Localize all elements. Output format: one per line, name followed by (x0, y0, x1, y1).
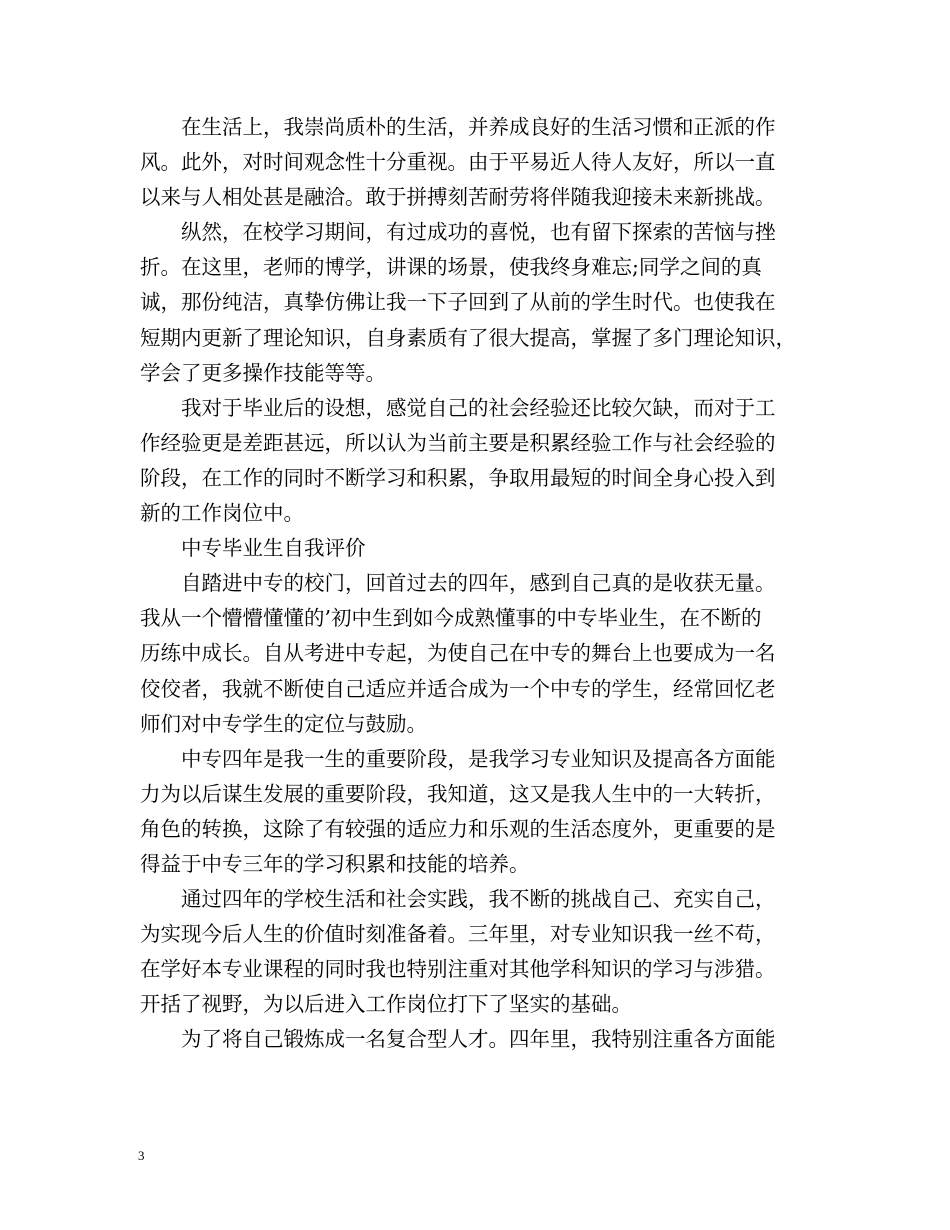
page-number: 3 (138, 1148, 145, 1163)
text-line: 纵然，在校学习期间，有过成功的喜悦，也有留下探索的苦恼与挫 (181, 220, 776, 245)
text-line: 师们对中专学生的定位与鼓励。 (140, 711, 427, 736)
document-body (140, 110, 820, 1058)
text-line: 通过四年的学校生活和社会实践，我不断的挑战自己、充实自己， (181, 887, 776, 912)
text-line: 以来与人相处甚是融洽。敢于拼搏刻苦耐劳将伴随我迎接未来新挑战。 (140, 185, 776, 210)
text-line: 诚，那份纯洁，真挚仿佛让我一下子回到了从前的学生时代。也使我在 (140, 290, 776, 315)
text-line: 为了将自己锻炼成一名复合型人才。四年里，我特别注重各方面能 (181, 1027, 776, 1052)
text-line: 短期内更新了理论知识，自身素质有了很大提高，掌握了多门理论知识， (140, 325, 796, 350)
text-line: 我对于毕业后的设想，感觉自己的社会经验还比较欠缺，而对于工 (181, 395, 776, 420)
text-line: 中专四年是我一生的重要阶段，是我学习专业知识及提高各方面能 (181, 746, 776, 771)
text-line: 我从一个懵懵懂懂的’初中生到如今成熟懂事的中专毕业生，在不断的 (140, 606, 762, 631)
text-line: 折。在这里，老师的博学，讲课的场景，使我终身难忘;同学之间的真 (140, 255, 762, 280)
text-line: 为实现今后人生的价值时刻准备着。三年里，对专业知识我一丝不苟， (140, 922, 776, 947)
text-line: 在学好本专业课程的同时我也特别注重对其他学科知识的学习与涉猎。 (140, 957, 776, 982)
text-line: 风。此外，对时间观念性十分重视。由于平易近人待人友好，所以一直 (140, 150, 776, 175)
text-line: 佼佼者，我就不断使自己适应并适合成为一个中专的学生，经常回忆老 (140, 676, 776, 701)
text-line: 作经验更是差距甚远，所以认为当前主要是积累经验工作与社会经验的 (140, 430, 776, 455)
text-line: 角色的转换，这除了有较强的适应力和乐观的生活态度外，更重要的是 (140, 816, 776, 841)
text-line: 自踏进中专的校门，回首过去的四年，感到自己真的是收获无量。 (181, 571, 776, 596)
text-line: 得益于中专三年的学习积累和技能的培养。 (140, 851, 530, 876)
text-line: 开括了视野，为以后进入工作岗位打下了坚实的基础。 (140, 992, 632, 1017)
text-line: 新的工作岗位中。 (140, 501, 304, 526)
text-line: 在生活上，我崇尚质朴的生活，并养成良好的生活习惯和正派的作 (181, 115, 776, 139)
text-line: 学会了更多操作技能等等。 (140, 360, 386, 385)
text-line: 阶段，在工作的同时不断学习和积累，争取用最短的时间全身心投入到 (140, 465, 776, 490)
section-heading: 中专毕业生自我评价 (181, 536, 366, 561)
text-line: 历练中成长。自从考进中专起，为使自己在中专的舞台上也要成为一名 (140, 641, 776, 666)
text-line: 力为以后谋生发展的重要阶段，我知道，这又是我人生中的一大转折， (140, 781, 776, 806)
